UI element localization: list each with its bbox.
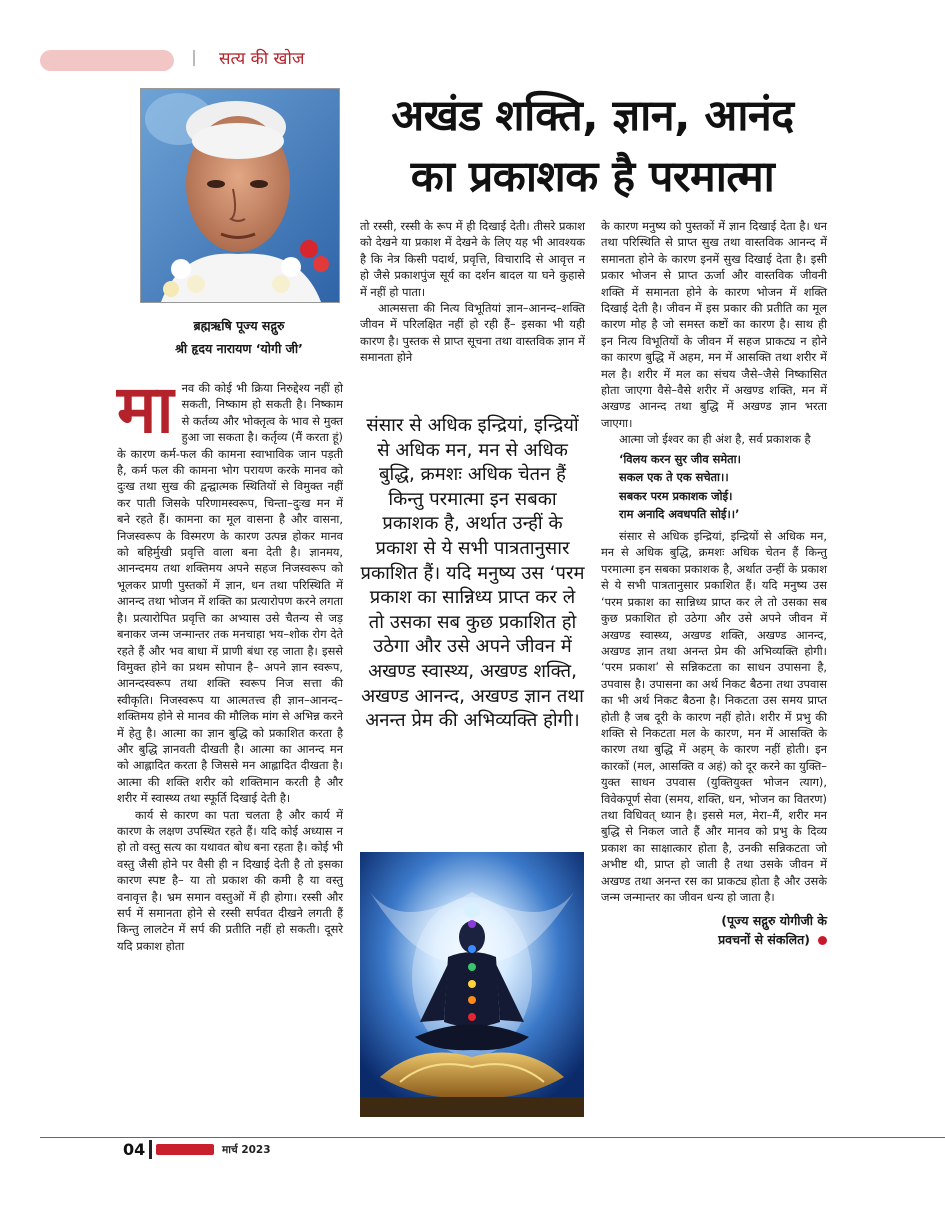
credit-line2: प्रवचनों से संकलित) (718, 932, 810, 948)
article-paragraph: आत्मसत्ता की नित्य विभूतियां ज्ञान–आनन्द–शक्ति जीवन में परिलक्षित नहीं हो रही हैं– इसका भी यही कारण है। पुस्तक से प्राप्त सूचना तथा वास्तविक ज्ञान में समानता होने (360, 301, 585, 365)
drop-cap: मा (117, 371, 174, 448)
article-paragraph: संसार से अधिक इन्द्रियां, इन्द्रियों से अधिक मन, मन से अधिक बुद्धि, क्रमशः अधिक चेतन हैं किन्तु परमात्मा इन सबका प्रकाशक है, अर्थात उन्हीं के प्रकाश से ये सभी पात्रतानुसार प्रकाशित हैं। यदि मनुष्य उस ‘परम प्रकाश का सान्निध्य प्राप्त कर ले तो उसका सब कुछ प्रकाशित हो उठेगा और उसे अपने जीवन में अखण्ड स्वास्थ्य, अखण्ड शक्ति, अखण्ड आनन्द, अखण्ड ज्ञान तथा अनन्त प्रेम की अभिव्यक्ति होगी। ‘परम प्रकाश’ से सन्निकटता का साधन उपासना है, उपवास है। उपासना का अर्थ निकट बैठना तथा उपवास का भी अर्थ निकट बैठना है। निकटता उस समय प्राप्त होती है जब दूरी के कारण नहीं होते। शरीर में प्रभु की शक्ति से निकटता मल के कारण, मन में आसक्ति के कारण तथा बुद्धि में अहम् के कारण नहीं होती। इन कारकों (मल, आसक्ति व अहं) को दूर करने का युक्ति–युक्त साधन उपवास (युक्तियुक्त भोजन त्याग), विवेकपूर्ण सेवा (समय, शक्ति, धन, भोजन का वितरण) तथा विधिवत् ध्यान है। इससे मल, मेरा–मैं, शरीर मन बुद्धि से निकल जाते हैं और मानव को प्रभु के दिव्य प्रकाश का साक्षात्कार होता है, उनकी सन्निकटता जो अभीष्ट थी, प्राप्त हो जाती है तथा उसके जीवन में अखण्ड तथा अनन्त रस का प्राकट्य होता है और उसके जन्म जन्मान्तर का जीवन धन्य हो जाता है। (601, 529, 827, 904)
article-column-3 (601, 218, 827, 949)
verse-line: ‘विलय करन सुर जीव समेता। (619, 451, 741, 466)
page-number: 04 (123, 1140, 146, 1159)
headline-line2: का प्रकाशक है परमात्मा (410, 152, 775, 202)
magazine-logo (156, 1144, 214, 1155)
photo-caption-line1: ब्रह्मऋषि पूज्य सद्गुरु (193, 318, 285, 333)
credit-line1: (पूज्य सद्गुरु योगीजी के (721, 913, 827, 929)
pull-quote: संसार से अधिक इन्द्रियां, इन्द्रियों से अधिक मन, मन से अधिक बुद्धि, क्रमशः अधिक चेतन हैं किन्तु परमात्मा इन सबका प्रकाशक है, अर्थात उन्हीं के प्रकाश से ये सभी पात्रतानुसार प्रकाशित हैं। यदि मनुष्य उस ‘परम प्रकाश का सान्निध्य प्राप्त कर ले तो उसका सब कुछ प्रकाशित हो उठेगा और उसे अपने जीवन में अखण्ड स्वास्थ्य, अखण्ड शक्ति, अखण्ड आनन्द, अखण्ड ज्ञान तथा अनन्त प्रेम की अभिव्यक्ति होगी। (360, 415, 585, 732)
article-column-2 (360, 218, 585, 366)
verse-block (601, 450, 827, 524)
end-mark-icon (818, 936, 827, 945)
footer-rule (40, 1137, 945, 1138)
article-paragraph: तो रस्सी, रस्सी के रूप में ही दिखाई देती। तीसरे प्रकाश को देखने या प्रकाश में देखने के लिए यह भी आवश्यक है कि नेत्र किसी पदार्थ, प्रवृत्ति, विचारादि से आवृत्त न हो जैसे प्रकाशपुंज सूर्य का दर्शन बादल या घने कुहासे में नहीं हो पाता। (360, 219, 585, 299)
photo-caption-line2: श्री हृदय नारायण ‘योगी जी’ (175, 341, 303, 356)
meditation-illustration (360, 852, 584, 1117)
article-column-1 (117, 371, 343, 954)
article-paragraph: कार्य से कारण का पता चलता है और कार्य में कारण के लक्षण उपस्थित रहते हैं। यदि कोई अध्यास न हो तो वस्तु सत्य का यथावत बोध बना रहता है। कोई भी वस्तु जैसी होने पर वैसी ही न दिखाई देती है तो इसका कारण स्पष्ट है– या तो प्रकाश की कमी है या वस्तु वनावृत्त है। भ्रम समान वस्तुओं में ही होगा। रस्सी और सर्प में समानता होने से रस्सी सर्पवत दीखने लगती हैं किन्तु लालटेन में सर्प की प्रतीति नहीं हो सकती। दूसरे यदि प्रकाश होता (117, 807, 343, 953)
headline-line1: अखंड शक्ति, ज्ञान, आनंद (391, 91, 794, 141)
headline (355, 86, 830, 208)
issue-date: मार्च 2023 (222, 1144, 271, 1156)
portrait-photo (140, 88, 340, 303)
footer-divider (149, 1140, 152, 1159)
header-pill-decoration (40, 50, 174, 71)
article-paragraph: आत्मा जो ईश्वर का ही अंश है, सर्व प्रकाशक है (619, 432, 811, 447)
photo-caption (140, 314, 338, 360)
article-credit (601, 911, 827, 949)
verse-line: सकल एक ते एक सचेता।। (619, 470, 729, 485)
verse-line: राम अनादि अवधपति सोई।।’ (619, 507, 740, 522)
header-divider (193, 50, 195, 66)
article-paragraph: के कारण मनुष्य को पुस्तकों में ज्ञान दिखाई देता है। धन तथा परिस्थिति से प्राप्त सुख तथा वास्तविक आनन्द में समानता होने के कारण इनमें सुख दिखाई देता है। इसी प्रकार भोजन से प्राप्त ऊर्जा और वास्तविक जीवनी शक्ति में समानता होने के कारण भोजन में शक्ति दिखाई देती है। जीवन में इस प्रकार की प्रतीति का मूल कारण मोह है जो समस्त कष्टों का कारण है। साथ ही इन नित्य विभूतियों के जीवन में सहज प्राकट्य न होने का कारण बुद्धि में अहम, मन में आसक्ति तथा शरीर में मल है। शरीर में मल का संचय जैसे–जैसे निष्कासित होता जाएगा वैसे–वैसे शरीर में अखण्ड शक्ति, मन में अखण्ड आनन्द तथा बुद्धि में अखण्ड ज्ञान भरता जाएगा। (601, 219, 827, 430)
article-paragraph: नव की कोई भी क्रिया निरुद्देश्य नहीं हो सकती, निष्काम हो सकती है। निष्काम से कर्तव्य और भोक्तृत्व के भाव से मुक्त हुआ जा सकता है। कर्तृव्य (मैं करता हूं) के कारण कर्म-फल की कामना स्वाभाविक जान पड़ती है, कर्म फल की कामना भोग परायण करके मानव को दुःख तथा सुख की द्वन्द्वात्मक स्थितियों से विमुक्त नहीं कर पाती जिसके परिणामस्वरूप, चिन्ता–दुःख मन में बने रहते हैं। कामना का मूल वासना है और वासना, निजस्वरूप के विस्मरण के कारण उत्पन्न होकर मानव को बहिर्मुखी प्रवृत्ति वाला बना देती है। ज्ञानमय, आनन्दमय तथा शक्तिमय अपने सहज निजस्वरूप को भूलकर प्राणी पुस्तकों में ज्ञान, धन तथा परिस्थिति में आनन्द तथा भोजन में शक्ति का प्रत्यारोपण करने लगता है। प्रत्यारोपित प्रवृत्ति का अभ्यास उसे चैतन्य से जड़ बनाकर जन्म जन्मान्तर तक मनचाहा भय–शोक रोग देते रहते हैं और भव बाधा में प्राणी बंधा रह जाता है। इससे विमुक्त होने का प्रथम सोपान है– अपने ज्ञान स्वरूप, आनन्दस्वरूप तथा शक्ति स्वरूप निज सत्ता की स्वीकृति। निजस्वरूप या आत्मतत्त्व ही ज्ञान–आनन्द–शक्तिमय होने से मानव की मौलिक मांग से अभिन्न करने में हेतु है। आत्मा का ज्ञान बुद्धि को प्रकाशित करता है और बुद्धि ज्ञानवती दीखती है। आत्मा का आनन्द मन को आह्लादित करता है जिससे मन आह्लादित दीखता है। आत्मा की शक्ति शरीर को शक्तिमान करती है और शरीर में स्वास्थ्य तथा स्फूर्ति दिखाई देती है। (117, 381, 343, 806)
verse-line: सबकर परम प्रकाशक जोई। (619, 488, 733, 503)
section-title: सत्य की खोज (219, 49, 305, 69)
